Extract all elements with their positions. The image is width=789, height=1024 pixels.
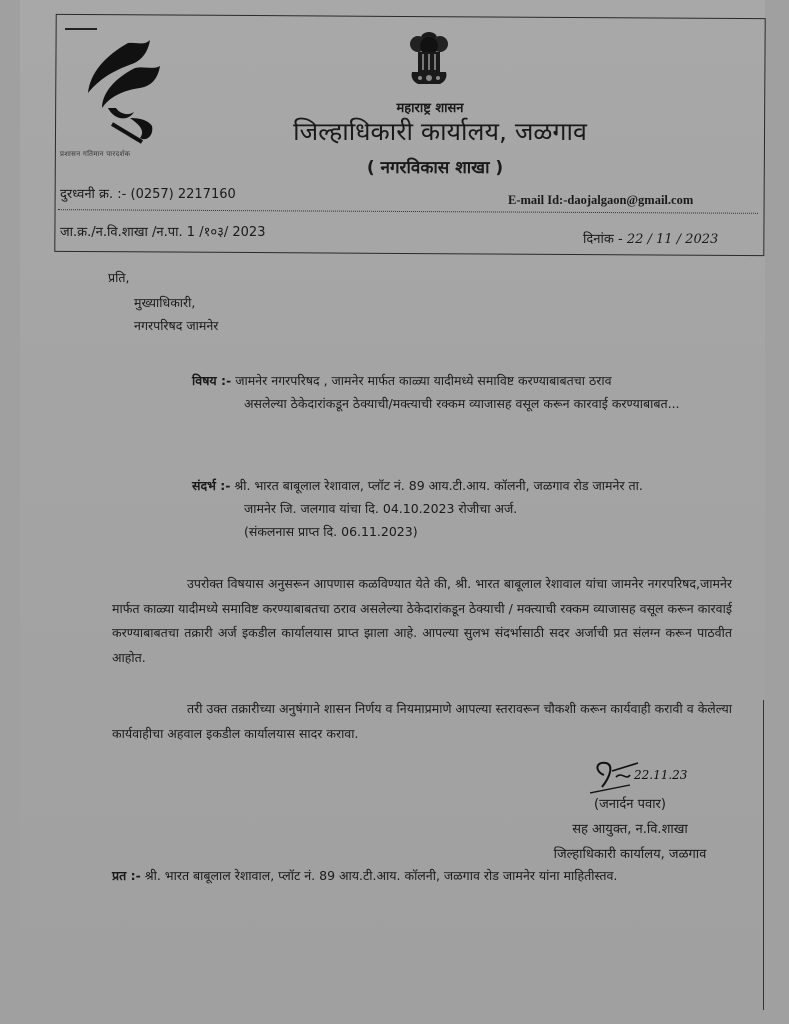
reference-line1: श्री. भारत बाबूलाल रेशावाल, प्लॉट नं. 89 आय.टी.आय. कॉलनी, जळगाव रोड जामनेर ता.	[234, 478, 643, 493]
svg-text:22.11.23: 22.11.23	[634, 768, 688, 782]
email-address[interactable]: E-mail Id:-daojalgaon@gmail.com	[508, 193, 694, 207]
reference-line3: (संकलनास प्राप्त दि. 06.11.2023)	[244, 524, 418, 539]
signatory-office: जिल्हाधिकारी कार्यालय, जळगाव	[553, 847, 707, 862]
reference-line2: जामनेर जि. जलगाव यांचा दि. 04.10.2023 रोजीचा अर्ज.	[244, 501, 518, 516]
subject-label: विषय :-	[192, 373, 232, 388]
copy-text: श्री. भारत बाबूलाल रेशावाल, प्लॉट नं. 89 आय.टी.आय. कॉलनी, जळगाव रोड जामनेर यांना माहितीस्तव.	[144, 868, 618, 883]
date-label: दिनांक -	[583, 232, 623, 247]
paragraph-1-text: उपरोक्त विषयास अनुसरून आपणास कळविण्यात येते की, श्री. भारत बाबूलाल रेशावाल यांचा जामनेर नगरपरिषद,जामनेर मार्फत काळ्या यादीमध्ये समाविष्ट करण्याबाबतचा ठराव असलेल्या ठेकेदारांकडून ठेक्याची / मक्त्याची रक्कम व्याजासह वसूल करून कारवाई करण्याबाबतचा तक्रारी अर्ज इकडील कार्यालयास प्राप्त झाला आहे. आपल्या सुलभ संदर्भासाठी सदर अर्जाची प्रत संलग्न करून पाठवीत आहोत.	[112, 576, 732, 665]
logo-tagline: प्रशासन गतिमान पारदर्शक	[60, 150, 131, 158]
signatory-block	[530, 792, 730, 867]
signatory-name: (जनार्दन पवार)	[594, 797, 666, 812]
signatory-designation: सह आयुक्त, न.वि.शाखा	[572, 822, 688, 837]
letter-date	[583, 229, 718, 247]
reference-section	[192, 474, 752, 543]
ashoka-emblem-icon	[404, 28, 454, 88]
subject-section	[192, 369, 752, 415]
subject-text-line1: जामनेर नगरपरिषद , जामनेर मार्फत काळ्या यादीमध्ये समाविष्ट करण्याबाबतचा ठराव	[235, 373, 612, 388]
reference-label: संदर्भ :-	[192, 478, 231, 493]
copy-label: प्रत :-	[112, 868, 141, 883]
recipient-designation: मुख्याधिकारी,	[134, 295, 196, 310]
copy-to-section	[112, 864, 752, 887]
paragraph-2-text: तरी उक्त तक्रारीच्या अनुषंगाने शासन निर्णय व नियमाप्रमाणे आपल्या स्तरावरून चौकशी करून कार्यवाही करावी व केलेल्या कार्यवाहीचा अहवाल इकडील कार्यालयास सादर करावा.	[112, 701, 732, 741]
to-label: प्रति,	[108, 270, 130, 285]
handwritten-signature-icon	[590, 757, 700, 795]
body-paragraph-2	[112, 697, 732, 746]
branch-name: ( नगरविकास शाखा )	[366, 158, 504, 178]
letter-number: जा.क्र./न.वि.शाखा /न.पा. 1 /१०३/ 2023	[60, 225, 266, 240]
page-edge	[763, 700, 764, 1010]
government-name: महाराष्ट्र शासन	[396, 101, 464, 116]
maharashtra-logo-icon	[80, 38, 180, 148]
subject-text-rest: असलेल्या ठेकेदारांकडून ठेक्याची/मक्त्याची रक्कम व्याजासह वसूल करून कारवाई करण्याबाबत...	[244, 396, 680, 411]
body-paragraph-1	[112, 572, 732, 670]
office-name: जिल्हाधिकारी कार्यालय, जळगाव	[293, 117, 587, 146]
phone-number: दुरध्वनी क्र. :- (0257) 2217160	[60, 187, 236, 202]
date-value: 22 / 11 / 2023	[626, 232, 719, 247]
recipient-office: नगरपरिषद जामनेर	[134, 318, 219, 333]
dash-mark	[65, 28, 97, 30]
